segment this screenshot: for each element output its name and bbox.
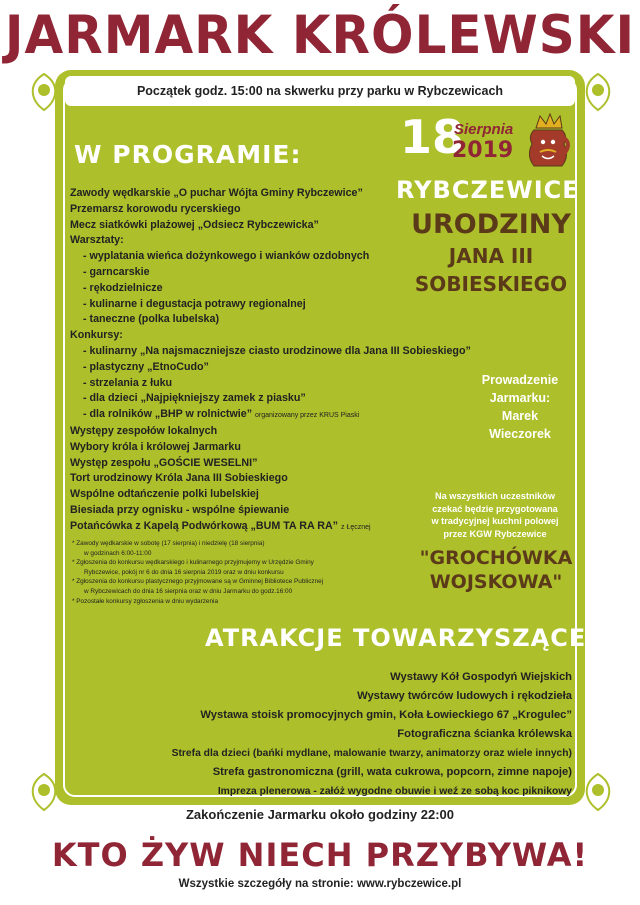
footnote: * Zgłoszenia do konkursu wędkarskiego i kulinarnego przyjmujemy w Urzędzie Gminy [72,559,314,567]
list-item: Konkursy: [70,329,123,342]
list-item: Wystawy Kół Gospodyń Wiejskich [390,671,572,683]
host-line: Jarmarku: [489,391,551,405]
list-item: - wyplatania wieńca dożynkowego i wianków ozdobnych [83,250,370,263]
event-year: 2019 [452,138,514,163]
list-item: - kulinarne i degustacja potrawy regionalnej [83,297,306,310]
attractions-heading: ATRAKCJE TOWARZYSZĄCE: [205,624,597,652]
list-item: Zawody wędkarskie „O puchar Wójta Gminy Rybczewice” [70,187,363,199]
list-item: Warsztaty: [70,234,124,247]
closing-time: Zakończenie Jarmarku około godziny 22:00 [185,807,455,822]
slogan: KTO ŻYW NIECH PRZYBYWA! [51,836,589,874]
list-item-text: - dla rolników „BHP w rolnictwie” [83,408,253,421]
footnotes [72,539,323,606]
food-line: przez KGW Rybczewice [443,528,547,539]
list-item: Strefa dla dzieci (bańki mydlane, malowanie twarzy, animatorzy oraz wiele innych) [171,748,572,759]
list-item [70,407,471,424]
soup-line: "GROCHÓWKA [419,547,573,569]
event-month: Sierpnia [454,121,514,138]
list-item: Wybory króla i królowej Jarmarku [70,440,241,453]
list-item: - plastyczny „EtnoCudo” [83,360,209,373]
food-info [410,490,580,540]
list-item: - garncarskie [83,265,150,278]
soup-title [412,546,580,594]
list-item: Występy zespołów lokalnych [70,424,218,437]
birthday-line3: SOBIESKIEGO [414,272,568,296]
website-info: Wszystkie szczegóły na stronie: www.rybczewice.pl [178,878,462,890]
host-info [460,371,580,443]
footnote: * Zgłoszenia do konkursu plastycznego przyjmowane są w Gminnej Bibliotece Publicznej [72,578,324,586]
food-line: w tradycyjnej kuchni polowej [431,516,559,526]
list-item: Impreza plenerowa - załóż wygodne obuwie i weź ze sobą koc piknikowy [217,786,572,797]
list-item: Występ zespołu „GOŚCIE WESELNI” [70,456,258,469]
list-item: Biesiada przy ognisku - wspólne śpiewanie [70,503,290,516]
birthday-line2: JANA III [448,244,534,268]
poster-title: JARMARK KRÓLEWSKI [4,4,636,66]
soup-line: WOJSKOWA" [429,571,563,593]
folk-flower-icon [22,70,66,114]
footnote: * Zawody wędkarskie w sobotę (17 sierpnia) i niedzielę (18 sierpnia) [72,540,265,547]
list-item: Tort urodzinowy Króla Jana III Sobieskiego [70,472,288,485]
list-item: - rękodzielnicze [83,281,163,294]
list-item: - strzelania z łuku [83,376,173,389]
footnote: * Pozostałe konkursy zgłoszenia w dniu wydarzenia [72,597,218,605]
list-item: Fotograficzna ścianka królewska [397,728,572,740]
attractions-list [172,668,572,801]
footnote: Rybczewice, pokój nr 6 do dnia 16 sierpnia 2019 oraz w dniu konkursu [84,568,284,576]
list-item: Wystawy twórców ludowych i rękodzieła [357,690,572,702]
birthday-title [402,208,580,298]
list-item-text: Potańcówka z Kapelą Podwórkową „BUM TA RA RA” [70,519,339,532]
list-item: Przemarsz korowodu rycerskiego [70,202,241,215]
list-item: Strefa gastronomiczna (grill, wata cukrowa, popcorn, zimne napoje) [212,766,572,778]
event-place: RYBCZEWICE [396,176,580,204]
host-line: Wieczorek [489,427,551,441]
list-item: Wspólne odtańczenie polki lubelskiej [70,488,259,501]
program-heading: W PROGRAMIE: [74,140,302,169]
host-line: Marek [501,409,539,423]
list-item: - dla dzieci „Najpiękniejszy zamek z piasku” [83,392,306,405]
band-note: z Łęcznej [341,523,371,531]
list-item: - taneczne (polka lubelska) [83,313,220,326]
crown-jug-mascot-icon [524,112,572,174]
birthday-line1: URODZINY [411,209,571,240]
list-item: Wystawa stoisk promocyjnych gmin, Koła Łowieckiego 67 „Krogulec” [200,709,572,721]
footnote: w Rybczewicach do dnia 16 sierpnia oraz w dniu Jarmarku do godz.16:00 [84,587,293,595]
list-item: Mecz siatkówki plażowej „Odsiecz Rybczewicka” [70,218,319,231]
krus-note: organizowany przez KRUS Piaski [255,412,360,420]
start-info-bar: Początek godz. 15:00 na skwerku przy parku w Rybczewicach [65,76,575,106]
list-item: - kulinarny „Na najsmaczniejsze ciasto urodzinowe dla Jana III Sobieskiego” [83,344,471,357]
event-day: 18 [400,110,465,164]
food-line: czekać będzie przygotowana [432,503,558,514]
host-line: Prowadzenie [481,373,559,387]
folk-flower-icon [576,70,620,114]
footnote: w godzinach 6:00-11:00 [84,549,152,557]
food-line: Na wszystkich uczestników [435,491,555,501]
